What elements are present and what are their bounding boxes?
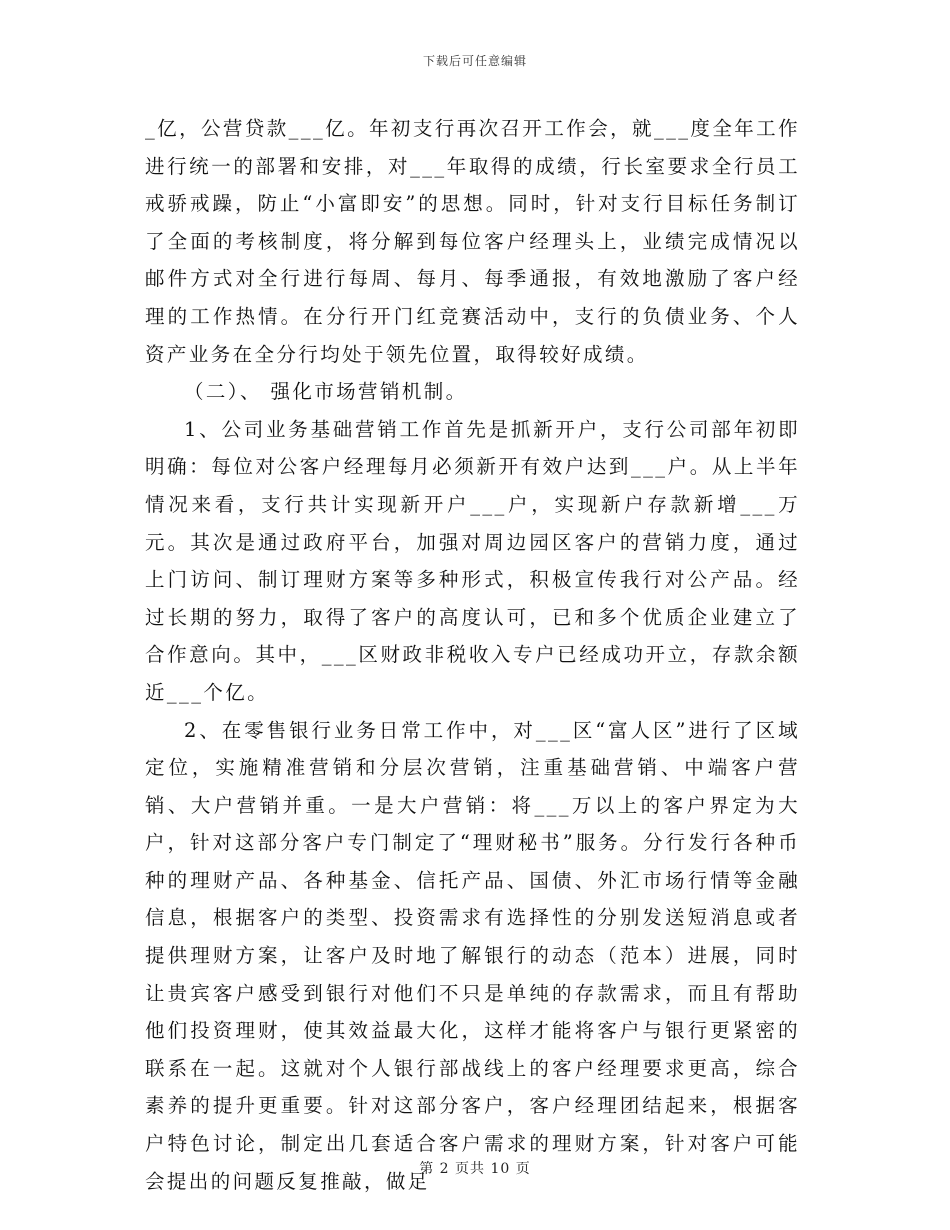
paragraph-corporate-marketing: 1、公司业务基础营销工作首先是抓新开户，支行公司部年初即明确：每位对公客户经理每月必须新开有效户达到___户。从上半年情况来看，支行共计实现新开户___户，实现新户存款新增___万元。其次是通过政府平台，加强对周边园区客户的营销力度，通过上门访问、制订理财方案等多种形式，积极宣传我行对公产品。经过长期的努力，取得了客户的高度认可，已和多个优质企业建立了合作意向。其中，___区财政非税收入专户已经成功开立，存款余额近___个亿。 (145, 417, 800, 704)
page-number: 第 2 页共 10 页 (419, 1161, 531, 1177)
document-body (145, 110, 800, 1200)
paragraph-retail-marketing: 2、在零售银行业务日常工作中，对___区“富人区”进行了区域定位，实施精准营销和分层次营销，注重基础营销、中端客户营销、大户营销并重。一是大户营销：将___万以上的客户界定为大户，针对这部分客户专门制定了“理财秘书”服务。分行发行各种币种的理财产品、各种基金、信托产品、国债、外汇市场行情等金融信息，根据客户的类型、投资需求有选择性的分别发送短消息或者提供理财方案，让客户及时地了解银行的动态（范本）进展，同时让贵宾客户感受到银行对他们不只是单纯的存款需求，而且有帮助他们投资理财，使其效益最大化，这样才能将客户与银行更紧密的联系在一起。这就对个人银行部战线上的客户经理要求更高，综合素养的提升更重要。针对这部分客户，客户经理团结起来，根据客户特色讨论，制定出几套适合客户需求的理财方案，针对客户可能会提出的问题反复推敲，做足 (145, 718, 800, 1193)
paragraph-continued: _亿，公营贷款___亿。年初支行再次召开工作会，就___度全年工作进行统一的部署和安排，对___年取得的成绩，行长室要求全行员工戒骄戒躁，防止“小富即安”的思想。同时，针对支行目标任务制订了全面的考核制度，将分解到每位客户经理头上，业绩完成情况以邮件方式对全行进行每周、每月、每季通报，有效地激励了客户经理的工作热情。在分行开门红竞赛活动中，支行的负债业务、个人资产业务在全分行均处于领先位置，取得较好成绩。 (145, 117, 800, 366)
section-heading: （二）、 强化市场营销机制。 (184, 380, 468, 404)
page-header: 下载后可任意编辑 (422, 54, 527, 68)
